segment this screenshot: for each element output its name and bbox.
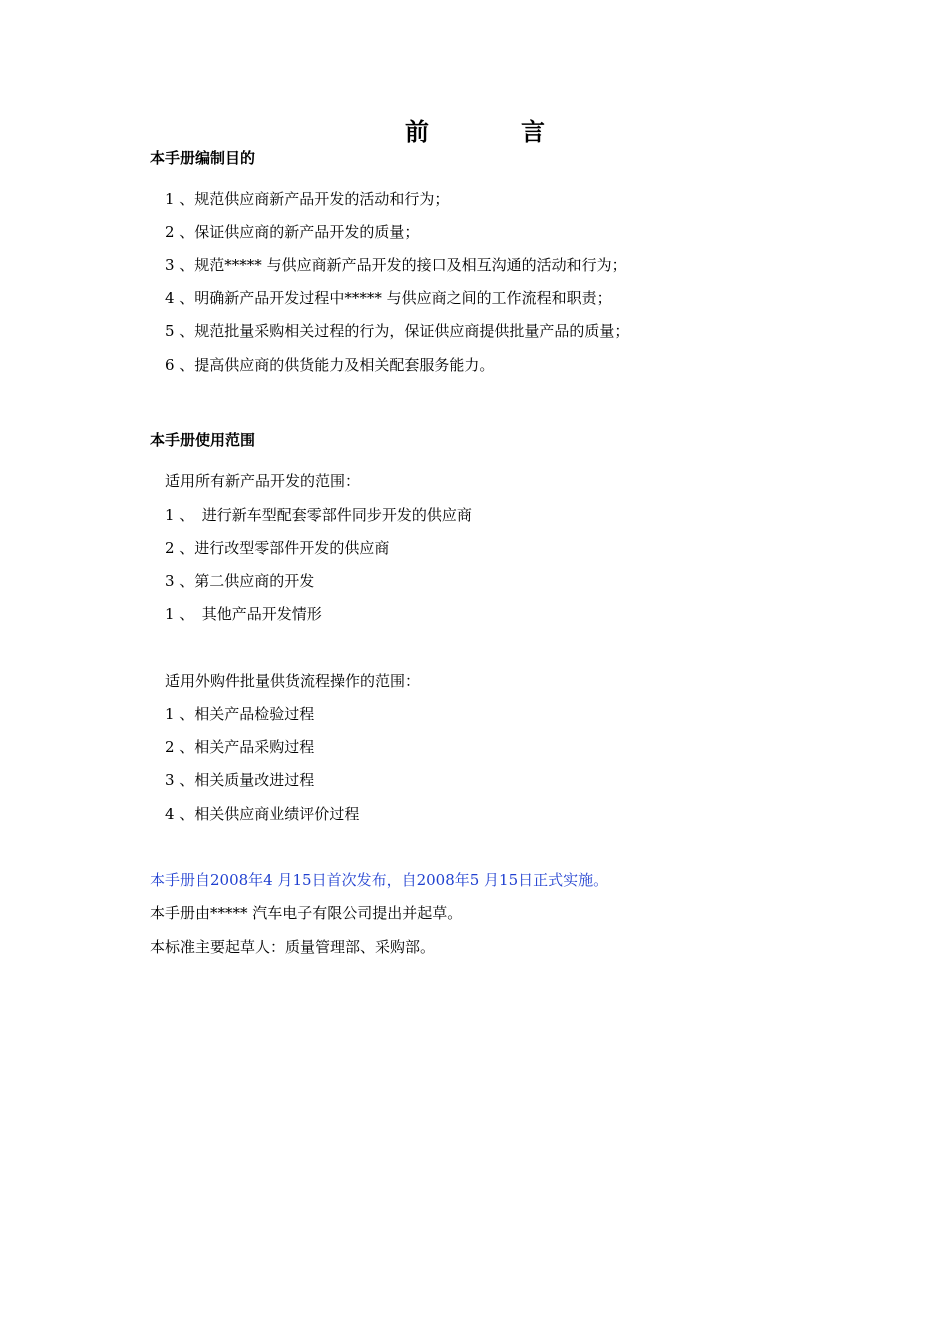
purpose-item: 3 、规范***** 与供应商新产品开发的接口及相互沟通的活动和行为； xyxy=(165,256,627,274)
scope-batch-item: 3 、相关质量改进过程 xyxy=(165,771,315,789)
page-title: 前 言 xyxy=(405,118,579,146)
purpose-heading: 本手册编制目的 xyxy=(150,149,256,167)
drafters-statement: 本标准主要起草人：质量管理部、采购部。 xyxy=(150,938,436,956)
proposer-statement: 本手册由***** 汽车电子有限公司提出并起草。 xyxy=(150,904,463,922)
release-statement: 本手册自2008年4 月15日首次发布，自2008年5 月15日正式实施。 xyxy=(150,871,609,889)
scope-batch-item: 1 、相关产品检验过程 xyxy=(165,705,315,723)
scope-batch-item: 2 、相关产品采购过程 xyxy=(165,738,315,756)
purpose-item: 2 、保证供应商的新产品开发的质量； xyxy=(165,223,420,241)
purpose-item: 1 、规范供应商新产品开发的活动和行为； xyxy=(165,190,450,208)
purpose-item: 4 、明确新产品开发过程中***** 与供应商之间的工作流程和职责； xyxy=(165,289,612,307)
scope-dev-item: 2 、进行改型零部件开发的供应商 xyxy=(165,539,390,557)
scope-dev-item: 3 、第二供应商的开发 xyxy=(165,572,315,590)
purpose-item: 5 、规范批量采购相关过程的行为，保证供应商提供批量产品的质量； xyxy=(165,322,630,340)
purpose-item: 6 、提高供应商的供货能力及相关配套服务能力。 xyxy=(165,356,495,374)
scope-batch-item: 4 、相关供应商业绩评价过程 xyxy=(165,805,360,823)
scope-batch-intro: 适用外购件批量供货流程操作的范围： xyxy=(165,672,421,690)
scope-dev-item: 1 、 进行新车型配套零部件同步开发的供应商 xyxy=(165,506,472,524)
scope-heading: 本手册使用范围 xyxy=(150,431,256,449)
scope-dev-intro: 适用所有新产品开发的范围： xyxy=(165,472,361,490)
scope-dev-item: 1 、 其他产品开发情形 xyxy=(165,605,322,623)
